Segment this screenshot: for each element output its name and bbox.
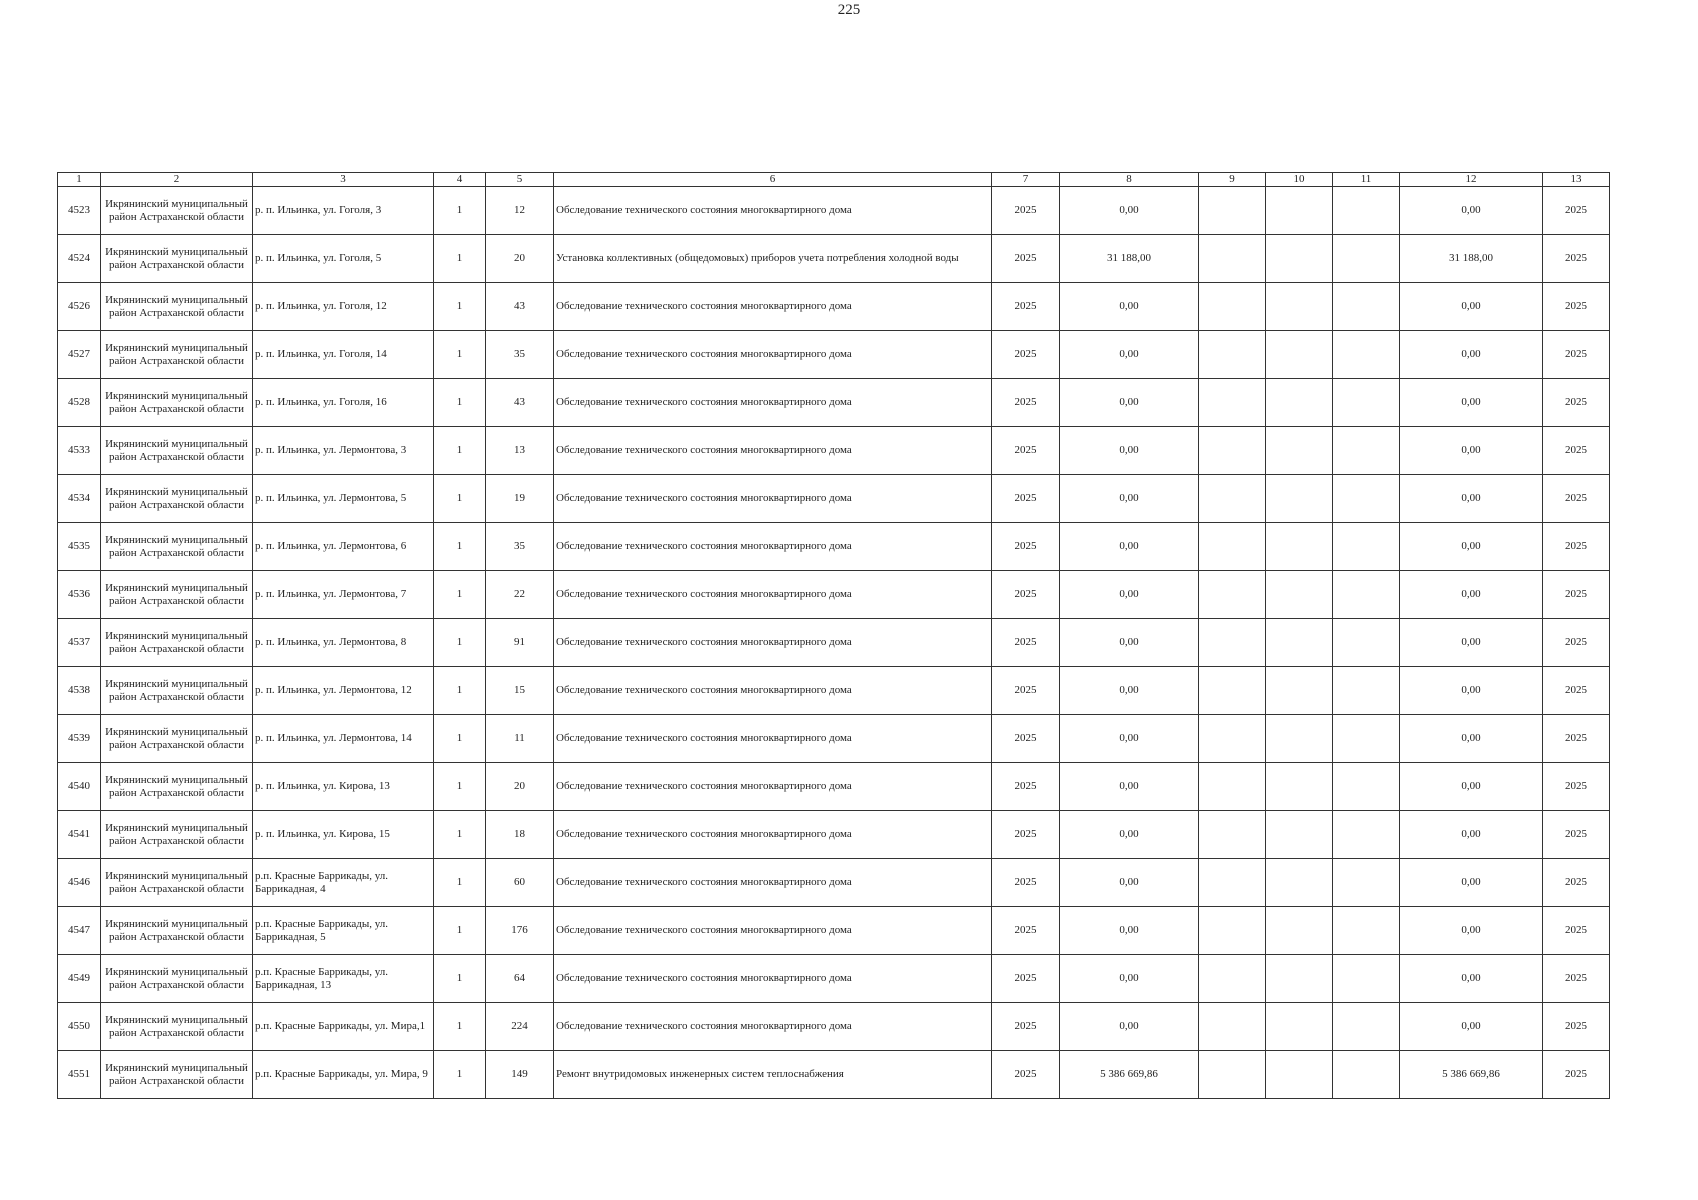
col9-cell <box>1199 907 1266 955</box>
total-cost-cell: 0,00 <box>1060 715 1199 763</box>
table-row <box>58 619 1610 667</box>
district-cell: Икрянинский муниципальный район Астраханской области <box>101 715 253 763</box>
work-type-cell: Обследование технического состояния многоквартирного дома <box>554 859 992 907</box>
address-cell: р. п. Ильинка, ул. Гоголя, 16 <box>253 379 434 427</box>
col9-cell <box>1199 379 1266 427</box>
col12-cost-cell: 0,00 <box>1400 427 1543 475</box>
col13-year-cell: 2025 <box>1543 331 1610 379</box>
table-row <box>58 715 1610 763</box>
table-row <box>58 763 1610 811</box>
col10-cell <box>1266 811 1333 859</box>
col9-cell <box>1199 1051 1266 1099</box>
total-cost-cell: 0,00 <box>1060 427 1199 475</box>
col5-cell: 43 <box>486 379 554 427</box>
col11-cell <box>1333 331 1400 379</box>
table-row <box>58 235 1610 283</box>
address-cell: р.п. Красные Баррикады, ул. Мира, 9 <box>253 1051 434 1099</box>
col11-cell <box>1333 235 1400 283</box>
work-type-cell: Обследование технического состояния многоквартирного дома <box>554 1003 992 1051</box>
address-cell: р.п. Красные Баррикады, ул. Баррикадная, 4 <box>253 859 434 907</box>
col5-cell: 11 <box>486 715 554 763</box>
col5-cell: 15 <box>486 667 554 715</box>
address-cell: р. п. Ильинка, ул. Гоголя, 14 <box>253 331 434 379</box>
total-cost-cell: 0,00 <box>1060 379 1199 427</box>
total-cost-cell: 31 188,00 <box>1060 235 1199 283</box>
col11-cell <box>1333 1003 1400 1051</box>
col4-cell: 1 <box>434 235 486 283</box>
year-cell: 2025 <box>992 235 1060 283</box>
col12-cost-cell: 0,00 <box>1400 331 1543 379</box>
work-type-cell: Обследование технического состояния многоквартирного дома <box>554 811 992 859</box>
col5-cell: 60 <box>486 859 554 907</box>
col11-cell <box>1333 715 1400 763</box>
column-number: 11 <box>1333 173 1400 187</box>
year-cell: 2025 <box>992 187 1060 235</box>
col11-cell <box>1333 427 1400 475</box>
total-cost-cell: 0,00 <box>1060 571 1199 619</box>
col13-year-cell: 2025 <box>1543 715 1610 763</box>
col5-cell: 19 <box>486 475 554 523</box>
work-type-cell: Установка коллективных (общедомовых) приборов учета потребления холодной воды <box>554 235 992 283</box>
col5-cell: 224 <box>486 1003 554 1051</box>
district-cell: Икрянинский муниципальный район Астраханской области <box>101 283 253 331</box>
row-number-cell: 4540 <box>58 763 101 811</box>
col11-cell <box>1333 523 1400 571</box>
work-type-cell: Обследование технического состояния многоквартирного дома <box>554 763 992 811</box>
col11-cell <box>1333 859 1400 907</box>
row-number-cell: 4539 <box>58 715 101 763</box>
address-cell: р. п. Ильинка, ул. Лермонтова, 3 <box>253 427 434 475</box>
col9-cell <box>1199 187 1266 235</box>
col10-cell <box>1266 187 1333 235</box>
column-number: 10 <box>1266 173 1333 187</box>
column-number: 6 <box>554 173 992 187</box>
col13-year-cell: 2025 <box>1543 523 1610 571</box>
district-cell: Икрянинский муниципальный район Астраханской области <box>101 331 253 379</box>
district-cell: Икрянинский муниципальный район Астраханской области <box>101 571 253 619</box>
address-cell: р. п. Ильинка, ул. Лермонтова, 14 <box>253 715 434 763</box>
col9-cell <box>1199 715 1266 763</box>
district-cell: Икрянинский муниципальный район Астраханской области <box>101 955 253 1003</box>
year-cell: 2025 <box>992 811 1060 859</box>
address-cell: р. п. Ильинка, ул. Кирова, 15 <box>253 811 434 859</box>
col12-cost-cell: 31 188,00 <box>1400 235 1543 283</box>
address-cell: р. п. Ильинка, ул. Лермонтова, 12 <box>253 667 434 715</box>
col12-cost-cell: 0,00 <box>1400 715 1543 763</box>
col10-cell <box>1266 283 1333 331</box>
table-row <box>58 955 1610 1003</box>
address-cell: р. п. Ильинка, ул. Гоголя, 12 <box>253 283 434 331</box>
col10-cell <box>1266 763 1333 811</box>
work-type-cell: Обследование технического состояния многоквартирного дома <box>554 907 992 955</box>
page-number: 225 <box>837 2 861 18</box>
year-cell: 2025 <box>992 1051 1060 1099</box>
district-cell: Икрянинский муниципальный район Астраханской области <box>101 475 253 523</box>
col9-cell <box>1199 235 1266 283</box>
district-cell: Икрянинский муниципальный район Астраханской области <box>101 427 253 475</box>
col12-cost-cell: 0,00 <box>1400 187 1543 235</box>
col10-cell <box>1266 235 1333 283</box>
col4-cell: 1 <box>434 667 486 715</box>
col5-cell: 20 <box>486 763 554 811</box>
row-number-cell: 4547 <box>58 907 101 955</box>
col12-cost-cell: 0,00 <box>1400 571 1543 619</box>
col10-cell <box>1266 379 1333 427</box>
row-number-cell: 4551 <box>58 1051 101 1099</box>
col5-cell: 12 <box>486 187 554 235</box>
row-number-cell: 4528 <box>58 379 101 427</box>
col13-year-cell: 2025 <box>1543 571 1610 619</box>
col12-cost-cell: 0,00 <box>1400 1003 1543 1051</box>
column-number: 12 <box>1400 173 1543 187</box>
col4-cell: 1 <box>434 811 486 859</box>
total-cost-cell: 0,00 <box>1060 955 1199 1003</box>
work-type-cell: Обследование технического состояния многоквартирного дома <box>554 475 992 523</box>
table-row <box>58 427 1610 475</box>
row-number-cell: 4523 <box>58 187 101 235</box>
col13-year-cell: 2025 <box>1543 907 1610 955</box>
col4-cell: 1 <box>434 907 486 955</box>
work-type-cell: Обследование технического состояния многоквартирного дома <box>554 619 992 667</box>
col10-cell <box>1266 907 1333 955</box>
year-cell: 2025 <box>992 955 1060 1003</box>
col11-cell <box>1333 1051 1400 1099</box>
col4-cell: 1 <box>434 331 486 379</box>
col11-cell <box>1333 475 1400 523</box>
col13-year-cell: 2025 <box>1543 283 1610 331</box>
total-cost-cell: 0,00 <box>1060 283 1199 331</box>
col9-cell <box>1199 763 1266 811</box>
column-number: 1 <box>58 173 101 187</box>
col11-cell <box>1333 907 1400 955</box>
col5-cell: 35 <box>486 331 554 379</box>
col10-cell <box>1266 331 1333 379</box>
district-cell: Икрянинский муниципальный район Астраханской области <box>101 379 253 427</box>
col4-cell: 1 <box>434 859 486 907</box>
row-number-cell: 4535 <box>58 523 101 571</box>
row-number-cell: 4538 <box>58 667 101 715</box>
work-type-cell: Обследование технического состояния многоквартирного дома <box>554 715 992 763</box>
year-cell: 2025 <box>992 475 1060 523</box>
row-number-cell: 4534 <box>58 475 101 523</box>
total-cost-cell: 0,00 <box>1060 763 1199 811</box>
col13-year-cell: 2025 <box>1543 1003 1610 1051</box>
col13-year-cell: 2025 <box>1543 1051 1610 1099</box>
table-row <box>58 475 1610 523</box>
table-row <box>58 331 1610 379</box>
col10-cell <box>1266 571 1333 619</box>
year-cell: 2025 <box>992 523 1060 571</box>
col11-cell <box>1333 283 1400 331</box>
col13-year-cell: 2025 <box>1543 859 1610 907</box>
col9-cell <box>1199 523 1266 571</box>
total-cost-cell: 0,00 <box>1060 187 1199 235</box>
col11-cell <box>1333 187 1400 235</box>
col10-cell <box>1266 955 1333 1003</box>
year-cell: 2025 <box>992 763 1060 811</box>
district-cell: Икрянинский муниципальный район Астраханской области <box>101 811 253 859</box>
col11-cell <box>1333 619 1400 667</box>
col9-cell <box>1199 331 1266 379</box>
col12-cost-cell: 0,00 <box>1400 907 1543 955</box>
col9-cell <box>1199 427 1266 475</box>
col11-cell <box>1333 763 1400 811</box>
table-row <box>58 283 1610 331</box>
total-cost-cell: 0,00 <box>1060 859 1199 907</box>
col9-cell <box>1199 619 1266 667</box>
col4-cell: 1 <box>434 523 486 571</box>
address-cell: р. п. Ильинка, ул. Лермонтова, 6 <box>253 523 434 571</box>
district-cell: Икрянинский муниципальный район Астраханской области <box>101 523 253 571</box>
table-row <box>58 1003 1610 1051</box>
row-number-cell: 4533 <box>58 427 101 475</box>
row-number-cell: 4527 <box>58 331 101 379</box>
address-cell: р. п. Ильинка, ул. Лермонтова, 5 <box>253 475 434 523</box>
year-cell: 2025 <box>992 619 1060 667</box>
row-number-cell: 4526 <box>58 283 101 331</box>
address-cell: р. п. Ильинка, ул. Гоголя, 3 <box>253 187 434 235</box>
col4-cell: 1 <box>434 955 486 1003</box>
col4-cell: 1 <box>434 475 486 523</box>
address-cell: р.п. Красные Баррикады, ул. Мира,1 <box>253 1003 434 1051</box>
col12-cost-cell: 0,00 <box>1400 763 1543 811</box>
col10-cell <box>1266 427 1333 475</box>
year-cell: 2025 <box>992 427 1060 475</box>
row-number-cell: 4549 <box>58 955 101 1003</box>
col5-cell: 64 <box>486 955 554 1003</box>
col9-cell <box>1199 475 1266 523</box>
row-number-cell: 4541 <box>58 811 101 859</box>
col4-cell: 1 <box>434 1051 486 1099</box>
col9-cell <box>1199 811 1266 859</box>
col4-cell: 1 <box>434 427 486 475</box>
col4-cell: 1 <box>434 715 486 763</box>
table-row <box>58 907 1610 955</box>
col10-cell <box>1266 715 1333 763</box>
total-cost-cell: 0,00 <box>1060 523 1199 571</box>
col11-cell <box>1333 811 1400 859</box>
district-cell: Икрянинский муниципальный район Астраханской области <box>101 1003 253 1051</box>
district-cell: Икрянинский муниципальный район Астраханской области <box>101 859 253 907</box>
year-cell: 2025 <box>992 571 1060 619</box>
year-cell: 2025 <box>992 667 1060 715</box>
address-cell: р. п. Ильинка, ул. Лермонтова, 8 <box>253 619 434 667</box>
col12-cost-cell: 0,00 <box>1400 811 1543 859</box>
col10-cell <box>1266 859 1333 907</box>
address-cell: р. п. Ильинка, ул. Гоголя, 5 <box>253 235 434 283</box>
district-cell: Икрянинский муниципальный район Астраханской области <box>101 619 253 667</box>
column-number: 4 <box>434 173 486 187</box>
col10-cell <box>1266 1051 1333 1099</box>
work-type-cell: Обследование технического состояния многоквартирного дома <box>554 523 992 571</box>
work-type-cell: Обследование технического состояния многоквартирного дома <box>554 571 992 619</box>
year-cell: 2025 <box>992 331 1060 379</box>
row-number-cell: 4537 <box>58 619 101 667</box>
year-cell: 2025 <box>992 379 1060 427</box>
table-row <box>58 667 1610 715</box>
col12-cost-cell: 0,00 <box>1400 379 1543 427</box>
col5-cell: 18 <box>486 811 554 859</box>
col13-year-cell: 2025 <box>1543 427 1610 475</box>
col13-year-cell: 2025 <box>1543 955 1610 1003</box>
district-cell: Икрянинский муниципальный район Астраханской области <box>101 907 253 955</box>
work-type-cell: Ремонт внутридомовых инженерных систем теплоснабжения <box>554 1051 992 1099</box>
total-cost-cell: 0,00 <box>1060 619 1199 667</box>
year-cell: 2025 <box>992 1003 1060 1051</box>
district-cell: Икрянинский муниципальный район Астраханской области <box>101 763 253 811</box>
col10-cell <box>1266 667 1333 715</box>
col12-cost-cell: 0,00 <box>1400 283 1543 331</box>
col9-cell <box>1199 667 1266 715</box>
col5-cell: 22 <box>486 571 554 619</box>
column-number: 2 <box>101 173 253 187</box>
year-cell: 2025 <box>992 715 1060 763</box>
table-row <box>58 571 1610 619</box>
col4-cell: 1 <box>434 379 486 427</box>
col5-cell: 20 <box>486 235 554 283</box>
year-cell: 2025 <box>992 283 1060 331</box>
col4-cell: 1 <box>434 1003 486 1051</box>
column-number: 13 <box>1543 173 1610 187</box>
work-type-cell: Обследование технического состояния многоквартирного дома <box>554 283 992 331</box>
col13-year-cell: 2025 <box>1543 811 1610 859</box>
col11-cell <box>1333 379 1400 427</box>
work-type-cell: Обследование технического состояния многоквартирного дома <box>554 379 992 427</box>
col12-cost-cell: 0,00 <box>1400 859 1543 907</box>
col4-cell: 1 <box>434 571 486 619</box>
total-cost-cell: 0,00 <box>1060 811 1199 859</box>
work-type-cell: Обследование технического состояния многоквартирного дома <box>554 667 992 715</box>
col13-year-cell: 2025 <box>1543 763 1610 811</box>
col5-cell: 43 <box>486 283 554 331</box>
column-number-row <box>58 173 1610 187</box>
work-type-cell: Обследование технического состояния многоквартирного дома <box>554 427 992 475</box>
col5-cell: 149 <box>486 1051 554 1099</box>
col9-cell <box>1199 1003 1266 1051</box>
row-number-cell: 4536 <box>58 571 101 619</box>
col4-cell: 1 <box>434 619 486 667</box>
table-row <box>58 523 1610 571</box>
total-cost-cell: 0,00 <box>1060 1003 1199 1051</box>
col13-year-cell: 2025 <box>1543 379 1610 427</box>
row-number-cell: 4546 <box>58 859 101 907</box>
column-number: 8 <box>1060 173 1199 187</box>
address-cell: р.п. Красные Баррикады, ул. Баррикадная, 5 <box>253 907 434 955</box>
col12-cost-cell: 0,00 <box>1400 523 1543 571</box>
table-row <box>58 859 1610 907</box>
col12-cost-cell: 0,00 <box>1400 667 1543 715</box>
year-cell: 2025 <box>992 859 1060 907</box>
col13-year-cell: 2025 <box>1543 475 1610 523</box>
table-row <box>58 379 1610 427</box>
row-number-cell: 4524 <box>58 235 101 283</box>
work-type-cell: Обследование технического состояния многоквартирного дома <box>554 187 992 235</box>
col13-year-cell: 2025 <box>1543 619 1610 667</box>
col13-year-cell: 2025 <box>1543 235 1610 283</box>
table-row <box>58 1051 1610 1099</box>
col4-cell: 1 <box>434 763 486 811</box>
total-cost-cell: 0,00 <box>1060 475 1199 523</box>
col5-cell: 13 <box>486 427 554 475</box>
col13-year-cell: 2025 <box>1543 667 1610 715</box>
address-cell: р.п. Красные Баррикады, ул. Баррикадная, 13 <box>253 955 434 1003</box>
col11-cell <box>1333 955 1400 1003</box>
address-cell: р. п. Ильинка, ул. Лермонтова, 7 <box>253 571 434 619</box>
col10-cell <box>1266 523 1333 571</box>
total-cost-cell: 0,00 <box>1060 331 1199 379</box>
col12-cost-cell: 0,00 <box>1400 619 1543 667</box>
row-number-cell: 4550 <box>58 1003 101 1051</box>
col10-cell <box>1266 475 1333 523</box>
col5-cell: 176 <box>486 907 554 955</box>
column-number: 3 <box>253 173 434 187</box>
col10-cell <box>1266 619 1333 667</box>
col13-year-cell: 2025 <box>1543 187 1610 235</box>
column-number: 7 <box>992 173 1060 187</box>
district-cell: Икрянинский муниципальный район Астраханской области <box>101 187 253 235</box>
col9-cell <box>1199 955 1266 1003</box>
district-cell: Икрянинский муниципальный район Астраханской области <box>101 667 253 715</box>
col12-cost-cell: 5 386 669,86 <box>1400 1051 1543 1099</box>
district-cell: Икрянинский муниципальный район Астраханской области <box>101 1051 253 1099</box>
col10-cell <box>1266 1003 1333 1051</box>
col9-cell <box>1199 283 1266 331</box>
total-cost-cell: 0,00 <box>1060 667 1199 715</box>
col12-cost-cell: 0,00 <box>1400 955 1543 1003</box>
col5-cell: 35 <box>486 523 554 571</box>
capital-repair-table <box>57 172 1610 1099</box>
col4-cell: 1 <box>434 187 486 235</box>
address-cell: р. п. Ильинка, ул. Кирова, 13 <box>253 763 434 811</box>
col5-cell: 91 <box>486 619 554 667</box>
total-cost-cell: 0,00 <box>1060 907 1199 955</box>
col9-cell <box>1199 571 1266 619</box>
col4-cell: 1 <box>434 283 486 331</box>
column-number: 9 <box>1199 173 1266 187</box>
work-type-cell: Обследование технического состояния многоквартирного дома <box>554 955 992 1003</box>
district-cell: Икрянинский муниципальный район Астраханской области <box>101 235 253 283</box>
total-cost-cell: 5 386 669,86 <box>1060 1051 1199 1099</box>
table-row <box>58 811 1610 859</box>
col9-cell <box>1199 859 1266 907</box>
year-cell: 2025 <box>992 907 1060 955</box>
work-type-cell: Обследование технического состояния многоквартирного дома <box>554 331 992 379</box>
table-row <box>58 187 1610 235</box>
col11-cell <box>1333 667 1400 715</box>
column-number: 5 <box>486 173 554 187</box>
col12-cost-cell: 0,00 <box>1400 475 1543 523</box>
col11-cell <box>1333 571 1400 619</box>
